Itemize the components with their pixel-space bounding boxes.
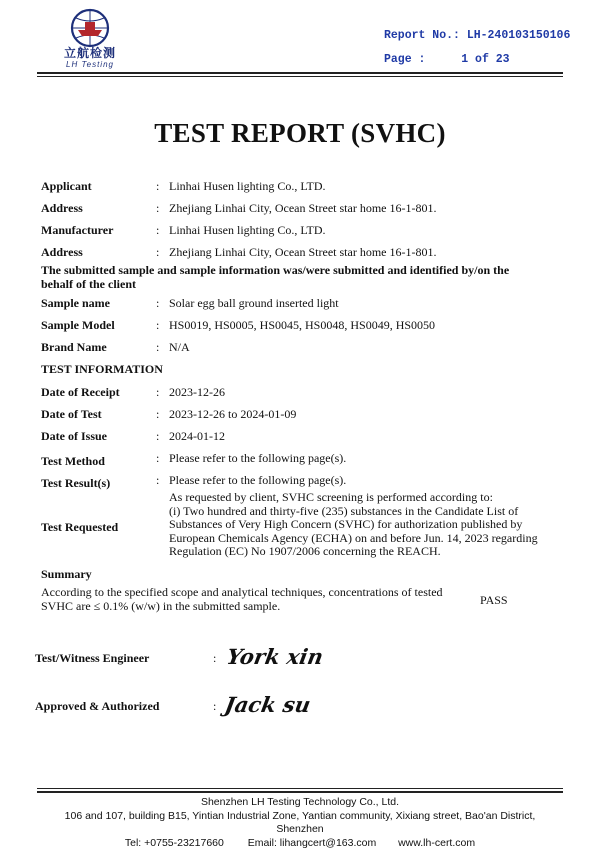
colon: :: [156, 451, 160, 465]
brand-name-label: Brand Name: [41, 340, 107, 354]
report-number-label: Report No.:: [384, 29, 460, 42]
colon: :: [156, 223, 160, 237]
test-results-value: Please refer to the following page(s).: [169, 473, 347, 487]
manufacturer-label: Manufacturer: [41, 223, 114, 237]
engineer-label: Test/Witness Engineer: [35, 651, 150, 665]
colon: :: [156, 179, 160, 193]
logo-english-text: LH Testing: [66, 60, 114, 69]
test-method-value: Please refer to the following page(s).: [169, 451, 347, 465]
manufacturer-value: Linhai Husen lighting Co., LTD.: [169, 223, 326, 237]
footer-address-line2: Shenzhen: [276, 823, 324, 835]
test-information-heading: TEST INFORMATION: [41, 362, 163, 376]
date-of-issue-value: 2024-01-12: [169, 429, 225, 443]
colon: :: [156, 385, 160, 399]
colon: :: [156, 318, 160, 332]
footer-email[interactable]: Email: lihangcert@163.com: [247, 836, 377, 849]
report-number: [384, 29, 570, 42]
summary-result: PASS: [480, 593, 508, 607]
page-label: Page :: [384, 53, 426, 66]
sample-model-value: HS0019, HS0005, HS0045, HS0048, HS0049, HS0050: [169, 318, 436, 332]
summary-line: According to the specified scope and analytical techniques, concentrations of tested: [41, 585, 443, 599]
applicant-address-label: Address: [41, 201, 83, 215]
test-requested-label: Test Requested: [41, 520, 119, 534]
applicant-label: Applicant: [41, 179, 92, 193]
sample-name-value: Solar egg ball ground inserted light: [169, 296, 339, 310]
colon: :: [156, 201, 160, 215]
footer-tel: Tel: +0755-23217660: [124, 836, 224, 849]
page-value: 1 of 23: [461, 53, 510, 66]
header-divider-bottom: [37, 76, 563, 77]
colon: :: [156, 407, 160, 421]
colon: :: [156, 473, 160, 487]
test-requested-line: Regulation (EC) No 1907/2006 concerning the REACH.: [169, 544, 441, 558]
summary-heading: Summary: [41, 567, 92, 581]
engineer-signature-text: York xin: [224, 644, 326, 669]
test-requested-line: As requested by client, SVHC screening is performed according to:: [169, 490, 493, 504]
test-requested-line: (i) Two hundred and thirty-five (235) substances in the Candidate List of: [169, 503, 519, 518]
approver-label: Approved & Authorized: [35, 699, 160, 713]
test-requested-line: Substances of Very High Concern (SVHC) for authorization published by: [169, 517, 523, 531]
sample-statement-line2: behalf of the client: [41, 277, 136, 291]
sample-model-label: Sample Model: [41, 318, 115, 332]
date-of-test-value: 2023-12-26 to 2024-01-09: [169, 407, 297, 421]
footer-divider-top: [37, 788, 563, 789]
date-of-test-label: Date of Test: [41, 407, 102, 421]
colon: :: [156, 245, 160, 259]
footer-block: [37, 796, 563, 850]
signature-graphic: [222, 688, 313, 722]
summary-line: SVHC are ≤ 0.1% (w/w) in the submitted sample.: [41, 598, 281, 613]
applicant-address-value: Zhejiang Linhai City, Ocean Street star home 16-1-801.: [169, 201, 437, 215]
colon: :: [156, 429, 160, 443]
date-of-receipt-value: 2023-12-26: [169, 385, 225, 399]
manufacturer-address-label: Address: [41, 245, 83, 259]
brand-name-value: N/A: [169, 340, 190, 354]
footer-website[interactable]: www.lh-cert.com: [398, 836, 476, 849]
manufacturer-address-value: Zhejiang Linhai City, Ocean Street star home 16-1-801.: [169, 245, 437, 259]
test-results-label: Test Result(s): [41, 476, 111, 490]
sample-statement-line1: The submitted sample and sample information was/were submitted and identified by/on the: [41, 263, 510, 277]
colon: :: [213, 651, 217, 665]
test-requested-text: [169, 491, 569, 559]
header-divider-top: [37, 72, 563, 74]
test-method-label: Test Method: [41, 454, 105, 468]
date-of-receipt-label: Date of Receipt: [41, 385, 120, 399]
footer-contact: [37, 837, 563, 850]
engineer-signature: [224, 640, 326, 679]
sample-name-label: Sample name: [41, 296, 110, 310]
footer-divider-bottom: [37, 791, 563, 793]
approver-signature: [222, 688, 313, 727]
page-indicator: [384, 53, 510, 66]
signature-graphic: [224, 640, 326, 674]
report-number-value: LH-240103150106: [466, 29, 571, 42]
page-title: TEST REPORT (SVHC): [154, 118, 446, 148]
footer-company: Shenzhen LH Testing Technology Co., Ltd.: [200, 796, 400, 808]
date-of-issue-label: Date of Issue: [41, 429, 107, 443]
test-requested-line: European Chemicals Agency (ECHA) on and before Jun. 14, 2023 regarding: [169, 530, 538, 545]
applicant-value: Linhai Husen lighting Co., LTD.: [169, 179, 326, 193]
summary-text: [41, 586, 481, 613]
approver-signature-text: Jack su: [222, 692, 313, 717]
colon: :: [156, 340, 160, 354]
logo-chinese-text: 立航检测: [63, 46, 116, 60]
colon: :: [213, 699, 217, 713]
footer-address-line1: 106 and 107, building B15, Yintian Industrial Zone, Yantian community, Xixiang street, Bao'an District,: [64, 809, 536, 822]
colon: :: [156, 296, 160, 310]
